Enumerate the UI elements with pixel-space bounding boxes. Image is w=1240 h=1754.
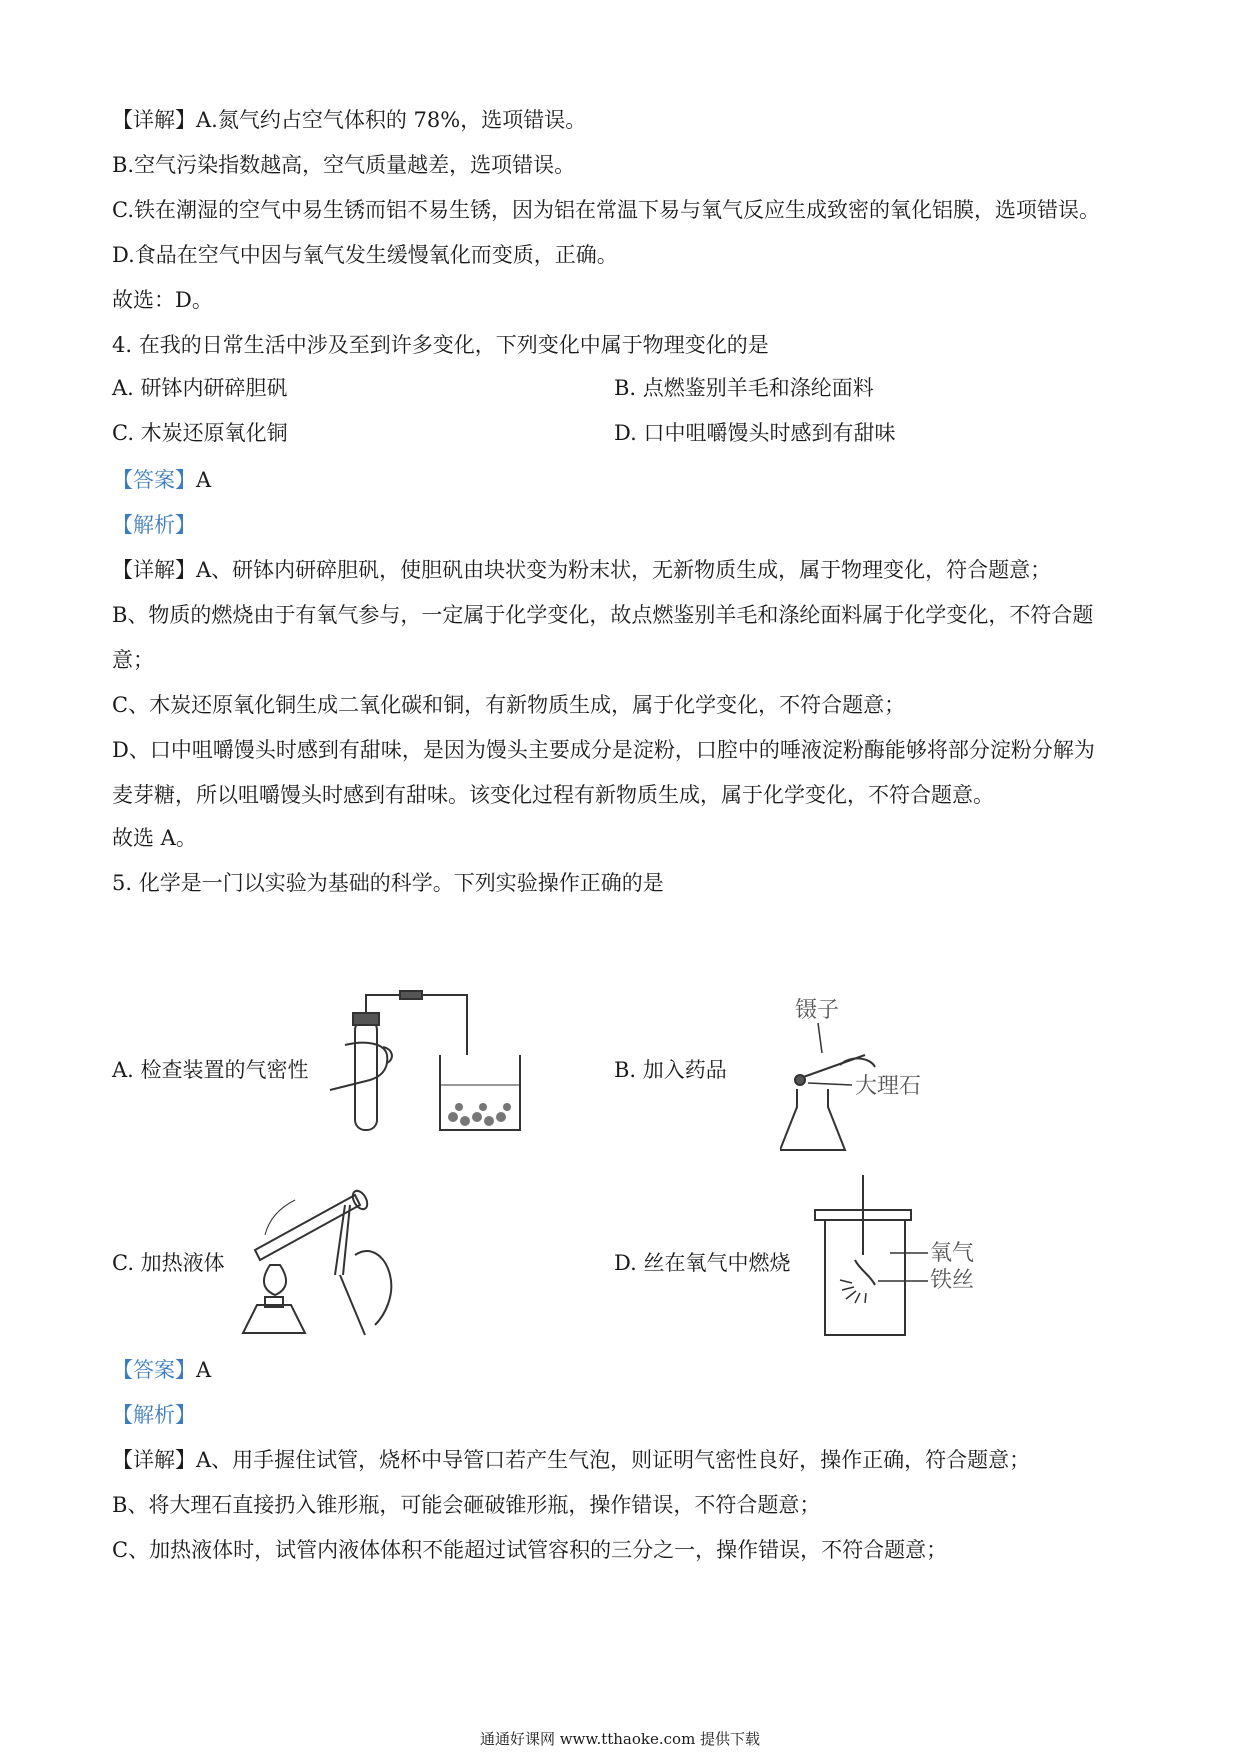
flask-shape [780, 1089, 845, 1150]
q4-option-c: C. 木炭还原氧化铜 [112, 421, 288, 445]
iron-wire-shape [855, 1260, 875, 1285]
q4-detail-text: A、研钵内研碎胆矾，使胆矾由块状变为粉末状，无新物质生成，属于物理变化，符合题意； [196, 558, 1052, 582]
q4-option-b: B. 点燃鉴别羊毛和涤纶面料 [614, 376, 874, 400]
bubbles-shape [448, 1103, 511, 1126]
test-tube-shape [355, 1020, 377, 1130]
detail-tag: 【详解】 [112, 108, 196, 132]
gas-jar-shape [825, 1220, 905, 1335]
oxygen-label: 氧气 [930, 1241, 975, 1266]
q5-detail-line-3: C、加热液体时，试管内液体体积不能超过试管容积的三分之一，操作错误，不符合题意； [112, 1538, 948, 1562]
marble-label: 大理石 [855, 1074, 922, 1099]
marble-leader [808, 1083, 852, 1085]
q4-answer [112, 465, 211, 495]
q5-option-c: C. 加热液体 [112, 1251, 225, 1275]
answer-value: A [196, 468, 212, 492]
tweezers-label: 镊子 [795, 998, 840, 1023]
test-tube-shape [255, 1195, 360, 1260]
connector-shape [400, 991, 422, 999]
q4-option-a: A. 研钵内研碎胆矾 [112, 376, 288, 400]
alcohol-lamp-shape [243, 1305, 305, 1333]
q5-option-b: B. 加入药品 [614, 1058, 727, 1082]
q3-detail-line-2: B.空气污染指数越高，空气质量越差，选项错误。 [112, 153, 576, 177]
detail-tag: 【详解】 [112, 1448, 196, 1472]
holder-shape [335, 1205, 350, 1275]
iron-wire-label: 铁丝 [930, 1268, 975, 1293]
q5-detail-line-1 [112, 1445, 1030, 1475]
q4-conclusion: 故选 A。 [112, 826, 197, 850]
holder-handle-shape [340, 1275, 365, 1335]
q4-detail-line-2: B、物质的燃烧由于有氧气参与，一定属于化学变化，故点燃鉴别羊毛和涤纶面料属于化学变化，不符合题 [112, 603, 1094, 627]
tweezers-leader [818, 1023, 822, 1053]
flame-shape [264, 1265, 286, 1295]
q3-detail-line-3: C.铁在潮湿的空气中易生锈而铝不易生锈，因为铝在常温下易与氧气反应生成致密的氧化铝膜，选项错误。 [112, 198, 1100, 222]
marble-piece-shape [795, 1075, 805, 1085]
q4-detail-line-6: 麦芽糖，所以咀嚼馒头时感到有甜味。该变化过程有新物质生成，属于化学变化，不符合题意。 [112, 783, 994, 807]
q5-detail-line-2: B、将大理石直接扔入锥形瓶，可能会砸破锥形瓶，操作错误，不符合题意； [112, 1493, 821, 1517]
q3-detail-text: A.氮气约占空气体积的 78%，选项错误。 [196, 108, 587, 132]
q4-detail-line-1 [112, 555, 1051, 585]
q3-detail-line-4: D.食品在空气中因与氧气发生缓慢氧化而变质，正确。 [112, 243, 618, 267]
q3-conclusion: 故选：D。 [112, 288, 213, 312]
q4-option-d: D. 口中咀嚼馒头时感到有甜味 [614, 421, 896, 445]
q5-answer [112, 1355, 211, 1385]
figure-heating-liquid [235, 1175, 425, 1345]
hand-shape [330, 1043, 387, 1090]
answer-value: A [196, 1358, 212, 1382]
figure-airtightness-check [325, 985, 555, 1135]
q5-option-d: D. 丝在氧气中燃烧 [614, 1251, 791, 1275]
sparks-shape [840, 1280, 866, 1303]
q5-analysis-tag: 【解析】 [112, 1403, 196, 1427]
q5-detail-text: A、用手握住试管，烧杯中导管口若产生气泡，则证明气密性良好，操作正确，符合题意； [196, 1448, 1031, 1472]
page-footer: 通通好课网 www.tthaoke.com 提供下载 [479, 1730, 761, 1748]
q5-option-a: A. 检查装置的气密性 [112, 1058, 309, 1082]
answer-tag: 【答案】 [112, 1358, 196, 1382]
detail-tag: 【详解】 [112, 558, 196, 582]
stopper-shape [353, 1013, 379, 1025]
q4-detail-line-5: D、口中咀嚼馒头时感到有甜味，是因为馒头主要成分是淀粉，口腔中的唾液淀粉酶能够将部分淀粉分解为 [112, 738, 1095, 762]
q4-detail-line-4: C、木炭还原氧化铜生成二氧化碳和铜，有新物质生成，属于化学变化，不符合题意； [112, 693, 906, 717]
figure-adding-reagent [780, 985, 970, 1155]
figure-iron-wire-combustion [780, 1175, 990, 1345]
q4-analysis-tag: 【解析】 [112, 513, 196, 537]
q4-detail-line-3: 意； [112, 648, 154, 672]
hand-shape [355, 1251, 391, 1325]
answer-tag: 【答案】 [112, 468, 196, 492]
q5-stem: 5. 化学是一门以实验为基础的科学。下列实验操作正确的是 [112, 871, 664, 895]
q3-detail-line-1 [112, 105, 586, 135]
q4-stem: 4. 在我的日常生活中涉及至到许多变化，下列变化中属于物理变化的是 [112, 333, 769, 357]
